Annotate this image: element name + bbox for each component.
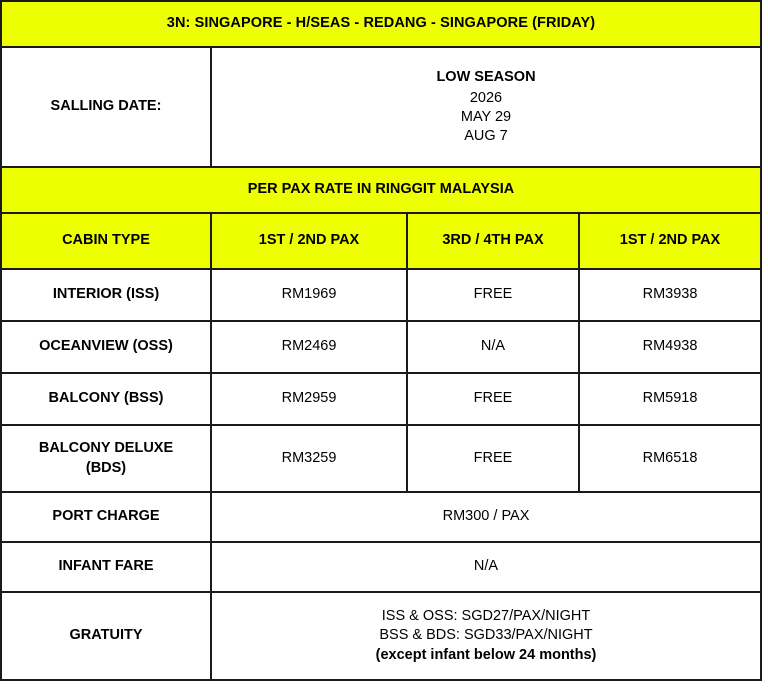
column-header-third-fourth-pax: 3RD / 4TH PAX (407, 213, 579, 269)
cabin-rate-first-second: RM2469 (211, 321, 407, 373)
cabin-type-name-line1: BALCONY DELUXE (38, 440, 174, 457)
infant-fare-row (1, 542, 761, 592)
gratuity-line-exception: (except infant below 24 months) (375, 646, 597, 663)
cabin-type-name: INTERIOR (ISS) (1, 269, 211, 321)
cabin-type-name: BALCONY (BSS) (1, 373, 211, 425)
cabin-rate-third-fourth: FREE (407, 373, 579, 425)
sailing-date-2: AUG 7 (464, 128, 508, 145)
season-label: LOW SEASON (436, 68, 536, 85)
table-row (1, 373, 761, 425)
cabin-rate-total: RM4938 (579, 321, 761, 373)
cabin-rate-first-second: RM2959 (211, 373, 407, 425)
port-charge-value: RM300 / PAX (211, 492, 761, 542)
sailing-date-1: MAY 29 (460, 109, 512, 125)
sailing-date-row (1, 47, 761, 167)
rate-band-row (1, 167, 761, 213)
cabin-rate-first-second: RM1969 (211, 269, 407, 321)
sailing-year: 2026 (469, 89, 503, 106)
column-header-first-second-pax-total: 1ST / 2ND PAX (579, 213, 761, 269)
cabin-rate-total: RM5918 (579, 373, 761, 425)
cabin-type-name: OCEANVIEW (OSS) (1, 321, 211, 373)
table-row (1, 425, 761, 492)
port-charge-row (1, 492, 761, 542)
cabin-type-name (1, 425, 211, 492)
table-row (1, 321, 761, 373)
cabin-rate-total: RM6518 (579, 425, 761, 492)
column-header-row (1, 213, 761, 269)
infant-fare-value: N/A (211, 542, 761, 592)
cabin-rate-first-second: RM3259 (211, 425, 407, 492)
cabin-type-name-line2: (BDS) (85, 459, 127, 476)
gratuity-row (1, 592, 761, 680)
column-header-first-second-pax: 1ST / 2ND PAX (211, 213, 407, 269)
sailing-date-value (211, 47, 761, 167)
rate-band-title: PER PAX RATE IN RINGGIT MALAYSIA (1, 167, 761, 213)
table-row (1, 269, 761, 321)
gratuity-line-iss-oss: ISS & OSS: SGD27/PAX/NIGHT (381, 608, 591, 625)
gratuity-label: GRATUITY (1, 592, 211, 680)
cabin-rate-total: RM3938 (579, 269, 761, 321)
table-title-row (1, 1, 761, 47)
gratuity-line-bss-bds: BSS & BDS: SGD33/PAX/NIGHT (379, 627, 593, 644)
cabin-rate-third-fourth: FREE (407, 269, 579, 321)
sailing-date-label: SALLING DATE: (1, 47, 211, 167)
infant-fare-label: INFANT FARE (1, 542, 211, 592)
cabin-rate-third-fourth: FREE (407, 425, 579, 492)
cabin-rate-third-fourth: N/A (407, 321, 579, 373)
port-charge-label: PORT CHARGE (1, 492, 211, 542)
column-header-cabin-type: CABIN TYPE (1, 213, 211, 269)
gratuity-value (211, 592, 761, 680)
page-title: 3N: SINGAPORE - H/SEAS - REDANG - SINGAPORE (FRIDAY) (1, 1, 761, 47)
